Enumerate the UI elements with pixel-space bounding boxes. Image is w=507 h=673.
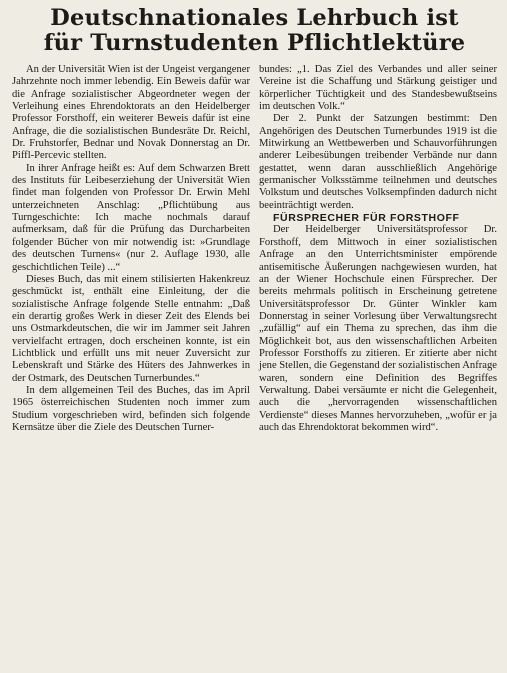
paragraph: In dem allgemeinen Teil des Buches, das im April 1965 österreichischen Studenten noch immer zum Studium vorgeschrieben wird, befinden sich folgende Kernsätze über die Ziele des Deutschen Turner- [12, 384, 250, 433]
headline [12, 6, 497, 56]
subheading: FÜRSPRECHER FÜR FORSTHOFF [273, 212, 460, 225]
headline-line-2: für Turnstudenten Pflichtlektüre [43, 30, 466, 56]
paragraph: An der Universität Wien ist der Ungeist vergangener Jahrzehnte noch immer lebendig. Ein Beweis dafür war die Anfrage sozialistischer Abgeordneter wegen der Verleihung eines Ehrendoktorats an den Heidelberger Professor Forsthoff, ein weiterer Beweis dafür ist eine Anfrage, die die sozialistischen Bundesräte Dr. Reichl, Dr. Fruhstorfer, Bednar und Novak Donnerstag an Dr. Piffl-Percevic stellten. [12, 64, 250, 162]
paragraph: Dieses Buch, das mit einem stilisierten Hakenkreuz geschmückt ist, enthält eine Einleitung, der die sozialistische Anfrage folgende Stelle entnahm: „Daß ein derartig großes Werk in dieser Zeit des Elends bei uns Ostmarkdeutschen, die wir im Jammer seit Jahren vervielfacht ertragen, doch erscheinen konnte, ist ein Lichtblick und erfüllt uns mit neuer Zuversicht zur Lebenskraft und Stärke des Hüters des Jahnwerkes in der Ostmark, des Deutschen Turnerbundes.“ [12, 273, 250, 384]
paragraph: In ihrer Anfrage heißt es: Auf dem Schwarzen Brett des Instituts für Leibeserziehung der Universität Wien findet man folgenden von Professor Dr. Erwin Mehl unterzeichneten Anschlag: „Pflichtübung aus Turngeschichte: Ich mache nochmals darauf aufmerksam, daß für die Prüfung das Durcharbeiten folgender Bücher von mir notwendig ist: »Grundlage des deutschen Turnens« (nur 2. Auflage 1930, alle geschichtlichen Teile) ...“ [12, 162, 250, 273]
paragraph: bundes: „1. Das Ziel des Verbandes und aller seiner Vereine ist die Schaffung und Stärkung geistiger und körperlicher Tüchtigkeit und des Standesbewußtseins im deutschen Volk.“ [259, 64, 497, 113]
headline-line-1: Deutschnationales Lehrbuch ist [50, 5, 459, 31]
left-column [12, 64, 250, 434]
article-body [12, 64, 497, 434]
right-column [259, 64, 497, 434]
paragraph: Der Heidelberger Universitätsprofessor Dr. Forsthoff, dem Mittwoch in einer sozialistischen Anfrage an den Unterrichtsminister empörende antisemitische Äußerungen nachgewiesen wurden, hat an der Wiener Hochschule einen Fürsprecher. Der bereits mehrmals politisch in Erscheinung getretene Universitätsprofessor Dr. Günter Winkler kam Donnerstag in seiner Vorlesung über Verwaltungsrecht „zufällig“ auf ein Thema zu sprechen, das ihm die Möglichkeit bot, aus den wissenschaftlichen Arbeiten Professor Forsthoffs zu zitieren. Er zitierte aber nicht jene Stellen, die Gegenstand der sozialistischen Anfrage waren, sondern eine Definition des Begriffes Verwaltung. Dabei versäumte er nicht die Gelegenheit, auch die „hervorragenden wissenschaftlichen Verdienste“ dieses Mannes hervorzuheben, „wofür er ja auch das Ehrendoktorat bekommen wird“. [259, 224, 497, 433]
paragraph: Der 2. Punkt der Satzungen bestimmt: Den Angehörigen des Deutschen Turnerbundes 1919 ist die Mitwirkung an Wettbewerben und Schauvorführungen anderer Leibesübungen treibender Verbände nur dann gestattet, wenn daran ausschließlich Angehörige germanischer Volksstämme teilnehmen und deutsches Volkstum und deutsches Volksempfinden dadurch nicht beeinträchtigt werden. [259, 113, 497, 211]
